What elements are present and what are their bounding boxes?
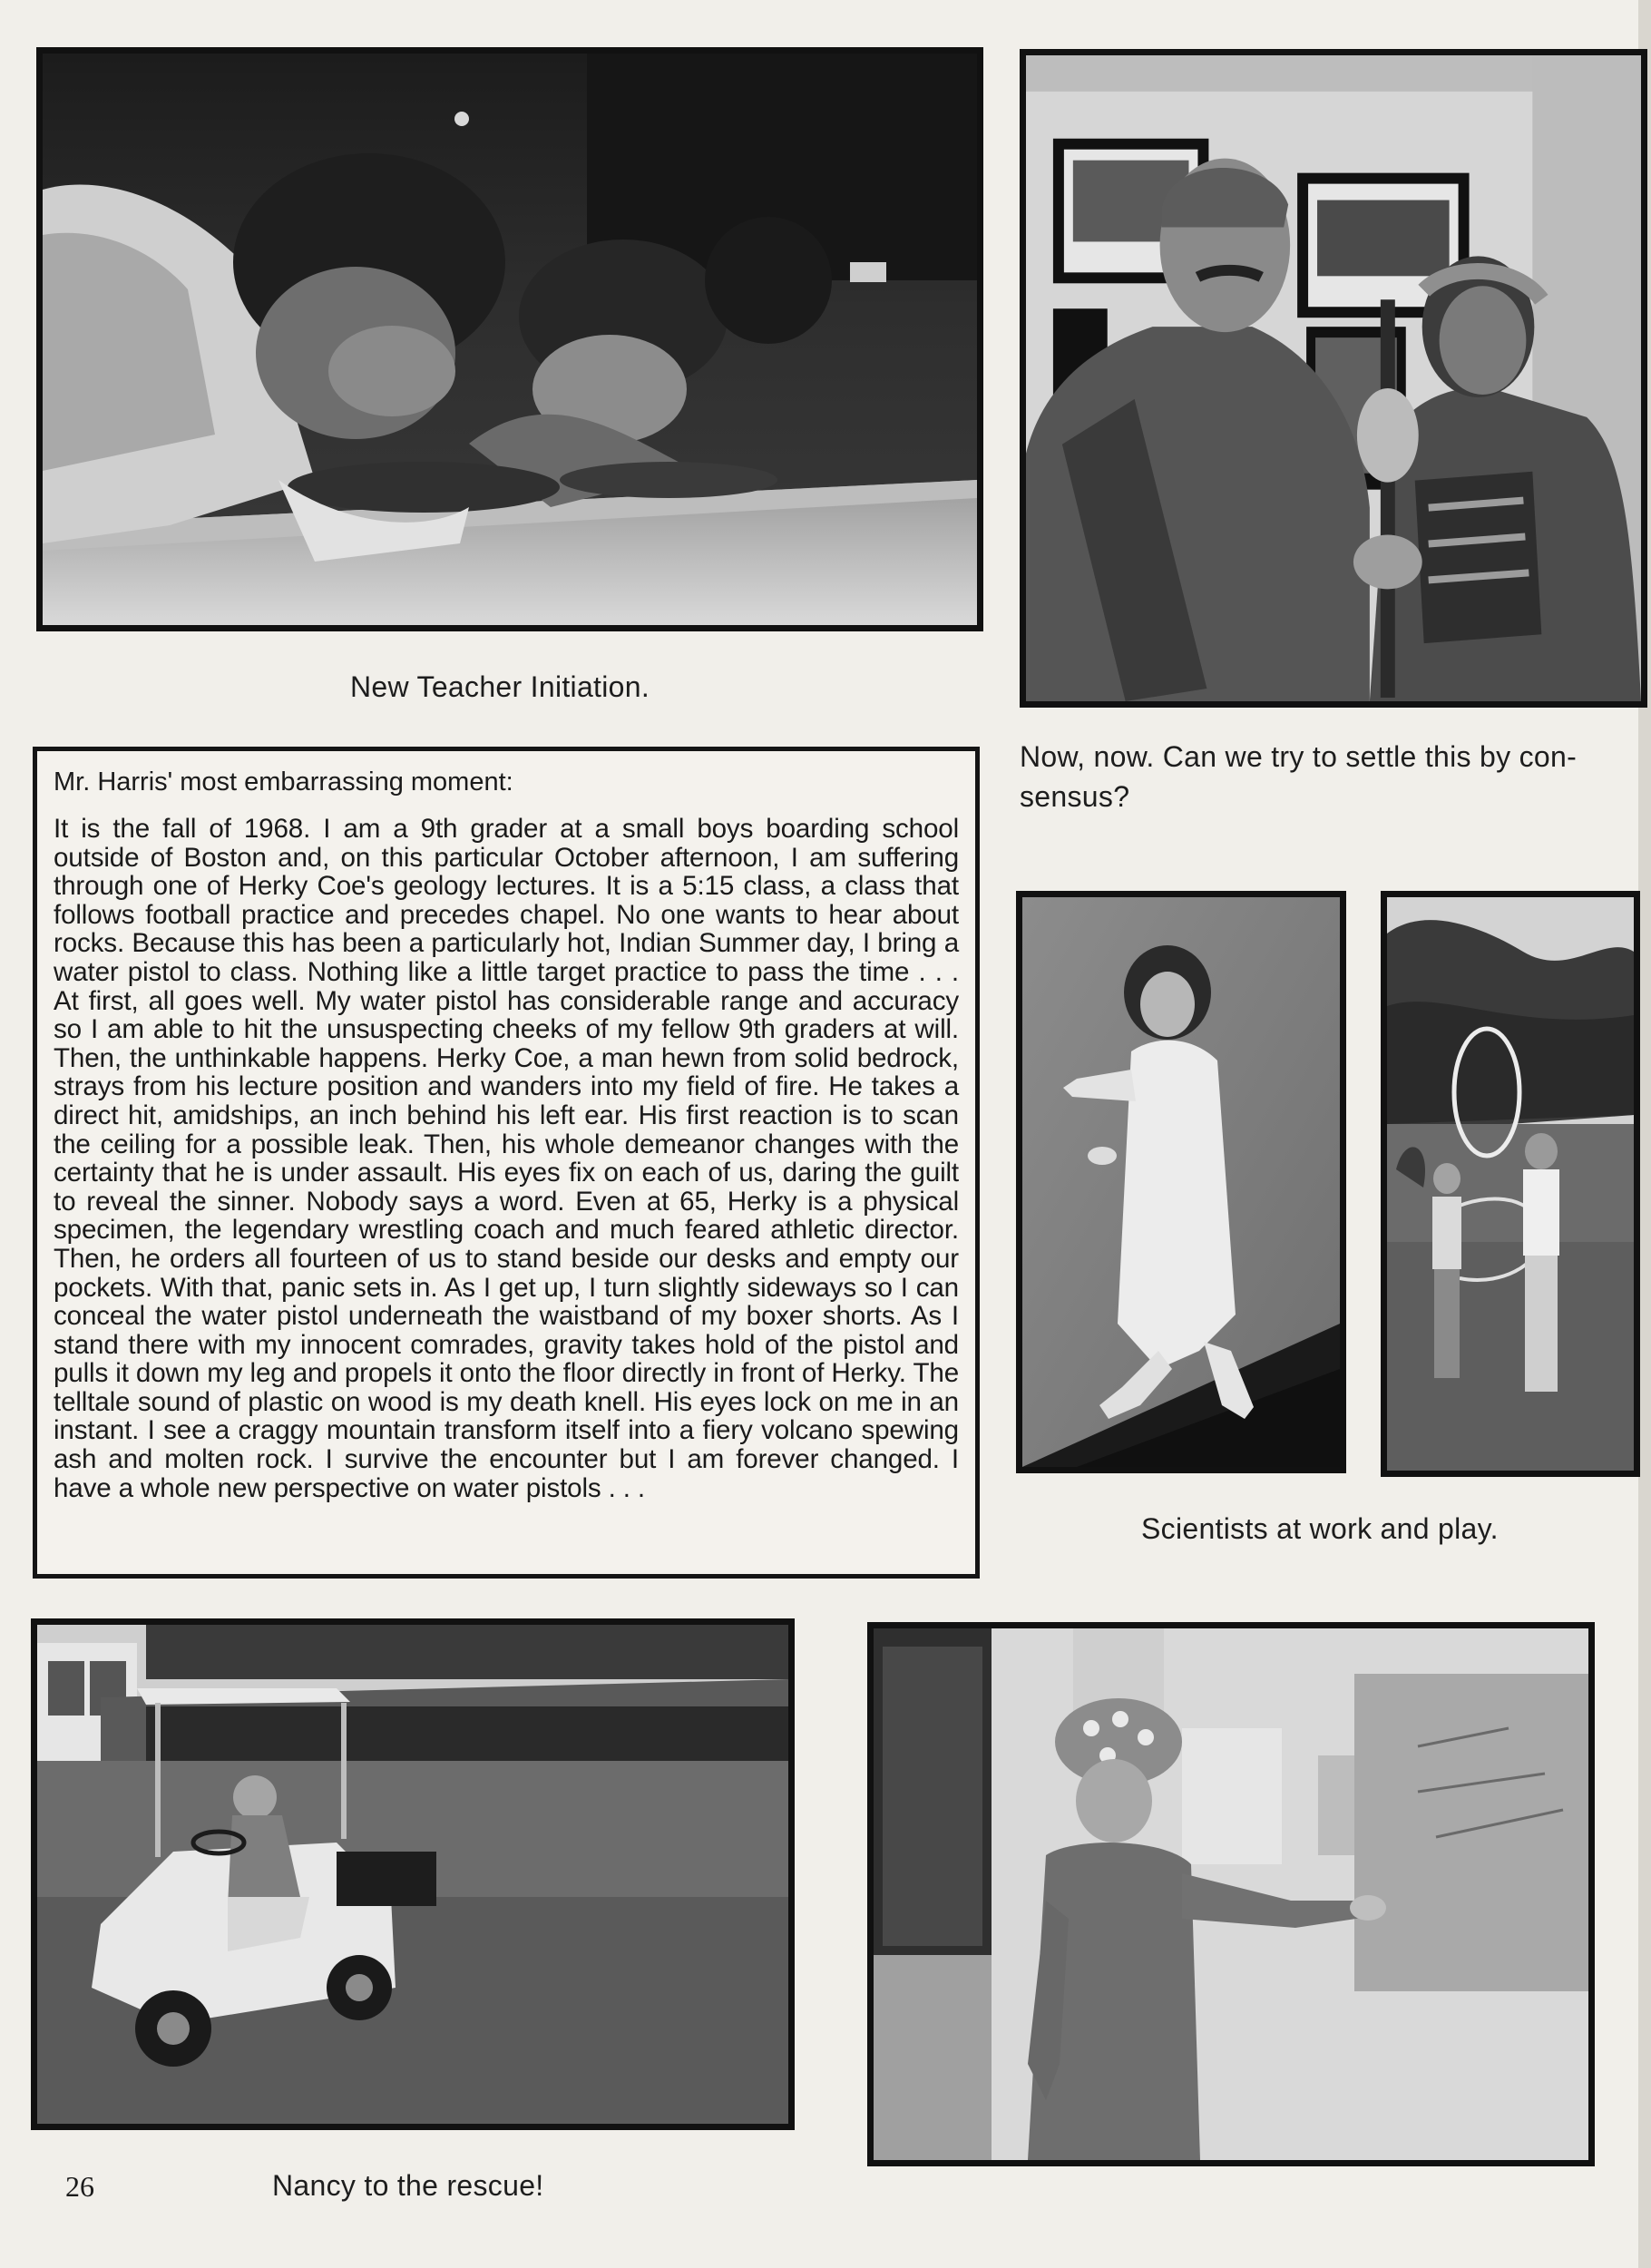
photo-nancy-golf-cart-image	[37, 1625, 788, 2124]
story-box	[33, 747, 980, 1579]
photo-lasso-play-image	[1387, 897, 1634, 1471]
story-body: It is the fall of 1968. I am a 9th grader at a small boys boarding school outside of Boston and, on this particular October afternoon, I am suffering through one of Herky Coe's geology lectures. It is a 5:15 class, a class that follows football practice and precedes chapel. No one wants to hear about rocks. Because this has been a particularly hot, Indian Summer day, I bring a water pistol to class. Nothing like a little target practice to pass the time . . . At first, all goes well. My water pistol has considerable range and accuracy so I am able to hit the unsuspecting cheeks of my fellow 9th graders at will. Then, the unthinkable happens. Herky Coe, a man hewn from solid bedrock, strays from his lecture position and wanders into my field of fire. He takes a direct hit, amidships, an inch behind his left ear. His first reaction is to scan the ceiling for a possible leak. Then, his whole demeanor changes with the certainty that he is under assault. His eyes fix on each of us, daring the guilt to reveal the sinner. Nobody says a word. Even at 65, Herky is a physical specimen, the legendary wrestling coach and much feared athletic director. Then, he orders all fourteen of us to stand beside our desks and empty our pockets. With that, panic sets in. As I get up, I turn slightly sideways so I can conceal the water pistol underneath the waistband of my boxer shorts. As I stand there with my innocent comrades, gravity takes hold of the pistol and pulls it down my leg and propels it onto the floor directly in front of Herky. The telltale sound of plastic on wood is my death knell. His eyes lock on me in an instant. I see a craggy mountain transform itself into a fiery volcano spewing ash and molten rock. I survive the encounter but I am forever changed. I have a whole new perspective on water pistols . . .	[54, 814, 959, 1503]
photo-nancy-golf-cart	[31, 1618, 795, 2130]
photo-scientist-lab-coat-image	[1022, 897, 1340, 1467]
caption-scientists: Scientists at work and play.	[1141, 1512, 1499, 1545]
photo-lasso-play	[1381, 891, 1640, 1477]
photo-new-teacher-initiation	[36, 47, 983, 631]
photo-consensus	[1020, 49, 1647, 708]
caption-nancy: Nancy to the rescue!	[272, 2169, 544, 2202]
caption-new-teacher-initiation: New Teacher Initiation.	[350, 670, 650, 703]
photo-consensus-image	[1026, 55, 1641, 701]
story-title: Mr. Harris' most embarrassing moment:	[54, 767, 513, 797]
photo-new-teacher-initiation-image	[43, 54, 977, 625]
page-number: 26	[65, 2170, 94, 2203]
caption-consensus: Now, now. Can we try to settle this by con- sensus?	[1020, 740, 1578, 813]
photo-scientist-lab-coat	[1016, 891, 1346, 1473]
photo-teacher-pointing	[867, 1622, 1595, 2166]
photo-teacher-pointing-image	[874, 1628, 1588, 2160]
